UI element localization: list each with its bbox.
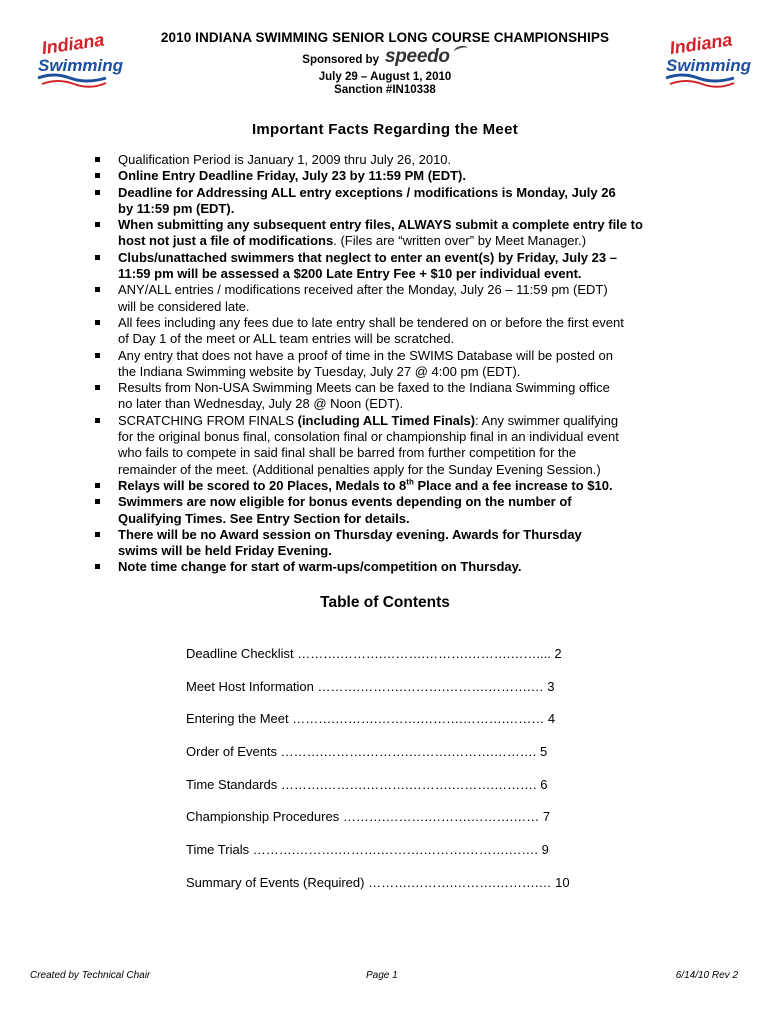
list-item: Relays will be scored to 20 Places, Medals to 8th Place and a fee increase to $10. [94, 478, 690, 494]
sanction-number: Sanction #IN10338 [334, 84, 436, 96]
facts-heading: Important Facts Regarding the Meet [251, 121, 519, 138]
svg-text:Swimming: Swimming [666, 56, 752, 75]
speedo-mark-icon [453, 44, 469, 55]
svg-text:Indiana: Indiana [40, 29, 106, 59]
list-item: ANY/ALL entries / modifications received after the Monday, July 26 – 11:59 pm (EDT) will be considered late. [94, 282, 690, 315]
list-item: Qualification Period is January 1, 2009 thru July 26, 2010. [94, 152, 690, 168]
toc-entry-championship-procedures[interactable]: Championship Procedures ……….……….……….……….…… 7 [186, 809, 551, 825]
list-item: Online Entry Deadline Friday, July 23 by 11:59 PM (EDT). [94, 168, 690, 184]
list-item: Any entry that does not have a proof of time in the SWIMS Database will be posted on the Indiana Swimming website by Tuesday, July 27 @ 4:00 pm (EDT). [94, 348, 690, 381]
list-item: Note time change for start of warm-ups/competition on Thursday. [94, 559, 690, 575]
footer-page-number: Page 1 [366, 970, 398, 981]
list-item: All fees including any fees due to late entry shall be tendered on or before the first event of Day 1 of the meet or ALL team entries will be scratched. [94, 315, 690, 348]
toc-heading: Table of Contents [320, 594, 450, 611]
toc-entry-time-standards[interactable]: Time Standards ……….……….……….……….……….………. 6 [186, 776, 548, 792]
footer-created-by: Created by Technical Chair [30, 970, 151, 981]
toc-entry-meet-host-information[interactable]: Meet Host Information ……….……….……….……….……….… 3 [186, 678, 555, 694]
sponsored-by-label: Sponsored by [302, 54, 379, 66]
sponsor-line [0, 46, 770, 71]
list-item: There will be no Award session on Thursday evening. Awards for Thursday swims will be held Friday Evening. [94, 527, 690, 560]
table-of-contents [186, 646, 606, 908]
meet-dates: July 29 – August 1, 2010 [318, 71, 452, 83]
svg-text:Indiana: Indiana [668, 29, 734, 59]
list-item: Results from Non-USA Swimming Meets can be faxed to the Indiana Swimming office no later than Wednesday, July 28 @ Noon (EDT). [94, 380, 690, 413]
svg-text:Swimming: Swimming [38, 56, 124, 75]
speedo-logo: speedo [384, 46, 450, 67]
list-item: When submitting any subsequent entry files, ALWAYS submit a complete entry file to host not just a file of modifications. (Files are “written over” by Meet Manager.) [94, 217, 690, 250]
toc-entry-order-of-events[interactable]: Order of Events ……….……….……….……….……….………. 5 [186, 744, 548, 760]
facts-list [94, 152, 690, 576]
list-item: Clubs/unattached swimmers that neglect to enter an event(s) by Friday, July 23 – 11:59 pm will be assessed a $200 Late Entry Fee + $10 per individual event. [94, 250, 690, 283]
list-item: Deadline for Addressing ALL entry exceptions / modifications is Monday, July 26 by 11:59 pm (EDT). [94, 185, 690, 218]
list-item: SCRATCHING FROM FINALS (including ALL Timed Finals): Any swimmer qualifying for the original bonus final, consolation final or championship final in an individual event who fails to compete in said final shall be barred from further competition for the remainder of the meet. (Additional penalties apply for the Sunday Evening Session.) [94, 413, 690, 478]
list-item: Swimmers are now eligible for bonus events depending on the number of Qualifying Times. See Entry Section for details. [94, 494, 690, 527]
toc-entry-summary-of-events[interactable]: Summary of Events (Required) ……….……….……….……….… 10 [186, 874, 570, 890]
footer-revision-date: 6/14/10 Rev 2 [675, 970, 738, 981]
toc-entry-entering-the-meet[interactable]: Entering the Meet ……….……….……….……….……….……… 4 [186, 711, 556, 727]
document-header [0, 30, 770, 96]
meet-title: 2010 INDIANA SWIMMING SENIOR LONG COURSE CHAMPIONSHIPS [160, 30, 610, 45]
toc-entry-time-trials[interactable]: Time Trials ……….……….……….……….……….……….……. 9 [186, 842, 549, 858]
toc-entry-deadline-checklist[interactable]: Deadline Checklist ……….……….……….……….……….…….... 2 [186, 646, 562, 661]
